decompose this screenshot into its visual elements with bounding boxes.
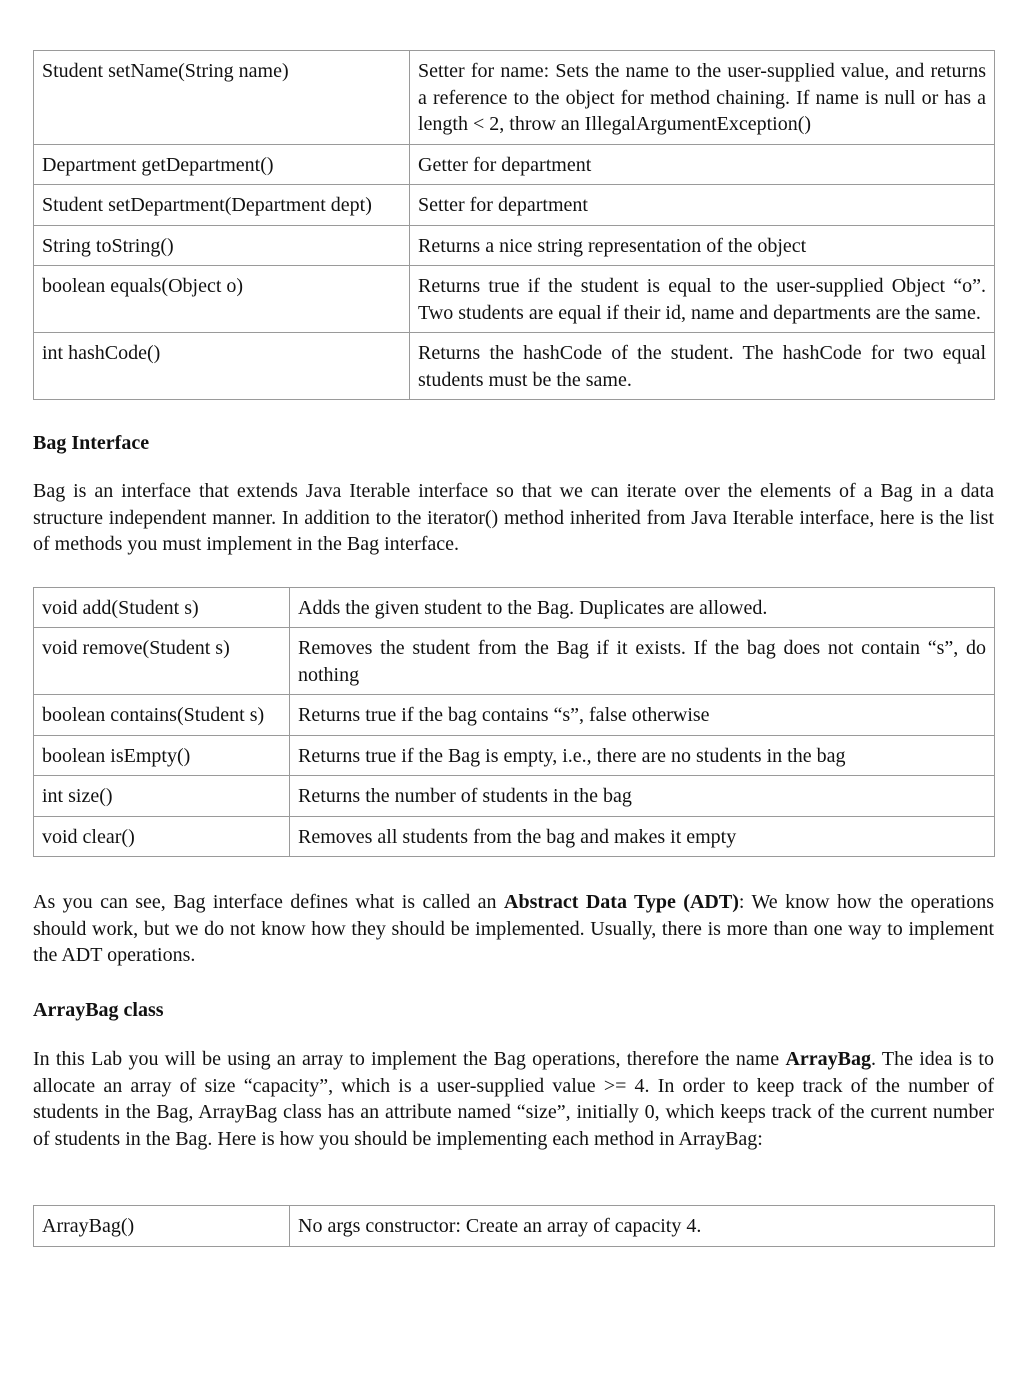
method-signature: void remove(Student s) — [34, 628, 290, 695]
table-row — [34, 185, 995, 226]
table-row — [34, 144, 995, 185]
method-description: Returns the hashCode of the student. The hashCode for two equal students must be the same. — [410, 333, 995, 400]
method-signature: Student setDepartment(Department dept) — [34, 185, 410, 226]
table-row — [34, 587, 995, 628]
document-page — [33, 50, 994, 1247]
method-description: Returns true if the Bag is empty, i.e., there are no students in the bag — [290, 735, 995, 776]
method-signature: void clear() — [34, 816, 290, 857]
table-row — [34, 225, 995, 266]
table-row — [34, 695, 995, 736]
method-description: Setter for department — [410, 185, 995, 226]
method-description: Returns the number of students in the bag — [290, 776, 995, 817]
table-row — [34, 776, 995, 817]
arraybag-heading: ArrayBag class — [33, 999, 164, 1022]
adt-term: Abstract Data Type (ADT) — [504, 891, 739, 914]
method-signature: int size() — [34, 776, 290, 817]
method-description: Removes all students from the bag and makes it empty — [290, 816, 995, 857]
bag-methods-table — [33, 587, 995, 858]
adt-text-before: As you can see, Bag interface defines what is called an — [33, 891, 504, 914]
arraybag-text-before: In this Lab you will be using an array to implement the Bag operations, therefore the name — [33, 1048, 786, 1071]
table-row — [34, 628, 995, 695]
arraybag-methods-table — [33, 1205, 995, 1247]
table-row — [34, 735, 995, 776]
bag-interface-heading: Bag Interface — [33, 432, 150, 454]
table-row — [34, 51, 995, 145]
method-description: Setter for name: Sets the name to the user-supplied value, and returns a reference to the object for method chaining. If name is null or has a length < 2, throw an IllegalArgumentException() — [410, 51, 995, 145]
method-signature: ArrayBag() — [34, 1206, 290, 1247]
table-row — [34, 816, 995, 857]
method-signature: String toString() — [34, 225, 410, 266]
arraybag-term: ArrayBag — [785, 1048, 871, 1071]
method-signature: boolean contains(Student s) — [34, 695, 290, 736]
method-signature: boolean isEmpty() — [34, 735, 290, 776]
adt-paragraph — [33, 889, 994, 969]
method-description: Returns true if the bag contains “s”, false otherwise — [290, 695, 995, 736]
adt-text-after: : We know how the operations should work, but we do not know how they should be implemented. Usually, there is more than one way to implement the ADT operations. — [33, 891, 994, 967]
table-row — [34, 266, 995, 333]
table-row — [34, 333, 995, 400]
method-description: Removes the student from the Bag if it exists. If the bag does not contain “s”, do nothing — [290, 628, 995, 695]
method-signature: Student setName(String name) — [34, 51, 410, 145]
student-methods-table — [33, 50, 995, 400]
method-description: Returns a nice string representation of the object — [410, 225, 995, 266]
method-signature: void add(Student s) — [34, 587, 290, 628]
arraybag-text-after: . The idea is to allocate an array of size “capacity”, which is a user-supplied value >= 4. In order to keep track of the number of students in the Bag, ArrayBag class has an attribute named “size”, initially 0, which keeps track of the current number of students in the Bag. Here is how you should be implementing each method in ArrayBag: — [33, 1048, 994, 1150]
method-description: Getter for department — [410, 144, 995, 185]
method-signature: boolean equals(Object o) — [34, 266, 410, 333]
arraybag-paragraph — [33, 1046, 994, 1152]
method-signature: int hashCode() — [34, 333, 410, 400]
method-description: Returns true if the student is equal to the user-supplied Object “o”. Two students are equal if their id, name and departments are the same. — [410, 266, 995, 333]
method-signature: Department getDepartment() — [34, 144, 410, 185]
table-row — [34, 1206, 995, 1247]
bag-interface-paragraph: Bag is an interface that extends Java Iterable interface so that we can iterate over the elements of a Bag in a data structure independent manner. In addition to the iterator() method inherited from Java Iterable interface, here is the list of methods you must implement in the Bag interface. — [33, 480, 994, 556]
method-description: No args constructor: Create an array of capacity 4. — [290, 1206, 995, 1247]
method-description: Adds the given student to the Bag. Duplicates are allowed. — [290, 587, 995, 628]
